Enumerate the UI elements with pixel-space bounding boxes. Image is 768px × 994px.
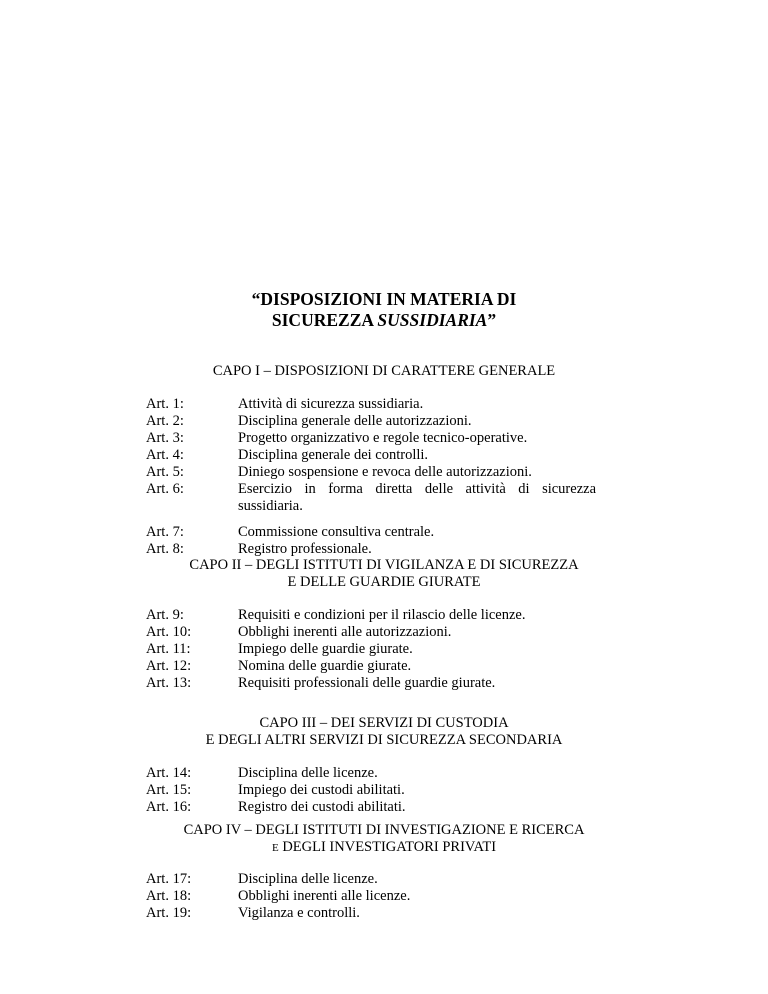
article-item	[146, 765, 596, 782]
article-title: Registro professionale.	[238, 541, 372, 557]
chapter-heading-line-2	[0, 839, 768, 857]
article-title: Disciplina generale dei controlli.	[238, 447, 429, 463]
article-title: Obblighi inerenti alle autorizzazioni.	[238, 624, 452, 640]
article-item	[146, 871, 596, 888]
article-number: Art. 9:	[146, 607, 184, 623]
title-line-2	[0, 310, 768, 331]
article-item	[146, 481, 596, 515]
article-title: Obblighi inerenti alle licenze.	[238, 888, 411, 904]
article-item	[146, 524, 596, 541]
article-number: Art. 3:	[146, 430, 184, 446]
article-number: Art. 19:	[146, 905, 192, 921]
article-list-4	[146, 871, 596, 922]
article-item	[146, 888, 596, 905]
article-item	[146, 607, 596, 624]
chapter-heading-line: CAPO IV – DEGLI ISTITUTI DI INVESTIGAZIONE E RICERCA	[183, 822, 585, 838]
article-title: Commissione consultiva centrale.	[238, 524, 435, 540]
title-line-2-suffix: ”	[487, 310, 497, 330]
article-number: Art. 16:	[146, 799, 192, 815]
article-title: Esercizio in forma diretta delle attività di sicurezza sussidiaria.	[238, 481, 596, 514]
chapter-heading-line: CAPO III – DEI SERVIZI DI CUSTODIA	[259, 715, 509, 731]
article-item	[146, 430, 596, 447]
article-item	[146, 447, 596, 464]
article-item	[146, 464, 596, 481]
article-title: Diniego sospensione e revoca delle autorizzazioni.	[238, 464, 532, 480]
article-list-2	[146, 607, 596, 692]
article-list-3	[146, 765, 596, 816]
article-item	[146, 541, 596, 558]
article-item	[146, 782, 596, 799]
title-line-1: “DISPOSIZIONI IN MATERIA DI	[251, 289, 517, 309]
article-number: Art. 12:	[146, 658, 192, 674]
article-number: Art. 11:	[146, 641, 191, 657]
chapter-heading-small-e: E	[271, 842, 279, 854]
chapter-heading-line: E DELLE GUARDIE GIURATE	[287, 574, 481, 590]
article-title: Progetto organizzativo e regole tecnico-operative.	[238, 430, 528, 446]
article-item	[146, 396, 596, 413]
article-number: Art. 5:	[146, 464, 184, 480]
chapter-heading-line: CAPO I – DISPOSIZIONI DI CARATTERE GENERALE	[212, 363, 556, 379]
article-item	[146, 413, 596, 430]
article-item	[146, 799, 596, 816]
chapter-heading-rest: DEGLI INVESTIGATORI PRIVATI	[278, 839, 497, 855]
article-title: Impiego delle guardie giurate.	[238, 641, 413, 657]
title-line-2-italic: SUSSIDIARIA	[377, 310, 488, 330]
article-title: Requisiti e condizioni per il rilascio delle licenze.	[238, 607, 526, 623]
article-item	[146, 905, 596, 922]
article-item	[146, 658, 596, 675]
article-title: Nomina delle guardie giurate.	[238, 658, 412, 674]
article-title: Disciplina generale delle autorizzazioni.	[238, 413, 472, 429]
article-title: Impiego dei custodi abilitati.	[238, 782, 405, 798]
article-number: Art. 1:	[146, 396, 184, 412]
article-title: Registro dei custodi abilitati.	[238, 799, 406, 815]
article-number: Art. 17:	[146, 871, 192, 887]
document-title	[0, 289, 768, 331]
article-list-1	[146, 396, 596, 558]
article-title: Requisiti professionali delle guardie giurate.	[238, 675, 496, 691]
article-title: Disciplina delle licenze.	[238, 765, 378, 781]
article-number: Art. 13:	[146, 675, 192, 691]
article-title: Disciplina delle licenze.	[238, 871, 378, 887]
chapter-heading-line: E DEGLI ALTRI SERVIZI DI SICUREZZA SECONDARIA	[205, 732, 563, 748]
article-number: Art. 4:	[146, 447, 184, 463]
article-title: Attività di sicurezza sussidiaria.	[238, 396, 424, 412]
article-item	[146, 641, 596, 658]
article-number: Art. 2:	[146, 413, 184, 429]
title-line-2-prefix: SICUREZZA	[271, 310, 378, 330]
article-number: Art. 18:	[146, 888, 192, 904]
article-number: Art. 14:	[146, 765, 192, 781]
article-title: Vigilanza e controlli.	[238, 905, 360, 921]
article-number: Art. 7:	[146, 524, 184, 540]
article-item	[146, 675, 596, 692]
chapter-heading-3	[0, 715, 768, 749]
article-number: Art. 8:	[146, 541, 184, 557]
chapter-heading-2	[0, 557, 768, 591]
chapter-heading-1	[0, 363, 768, 380]
article-number: Art. 6:	[146, 481, 184, 497]
article-number: Art. 15:	[146, 782, 192, 798]
chapter-heading-line: CAPO II – DEGLI ISTITUTI DI VIGILANZA E DI SICUREZZA	[189, 557, 579, 573]
article-number: Art. 10:	[146, 624, 192, 640]
article-item	[146, 624, 596, 641]
chapter-heading-4	[0, 822, 768, 857]
